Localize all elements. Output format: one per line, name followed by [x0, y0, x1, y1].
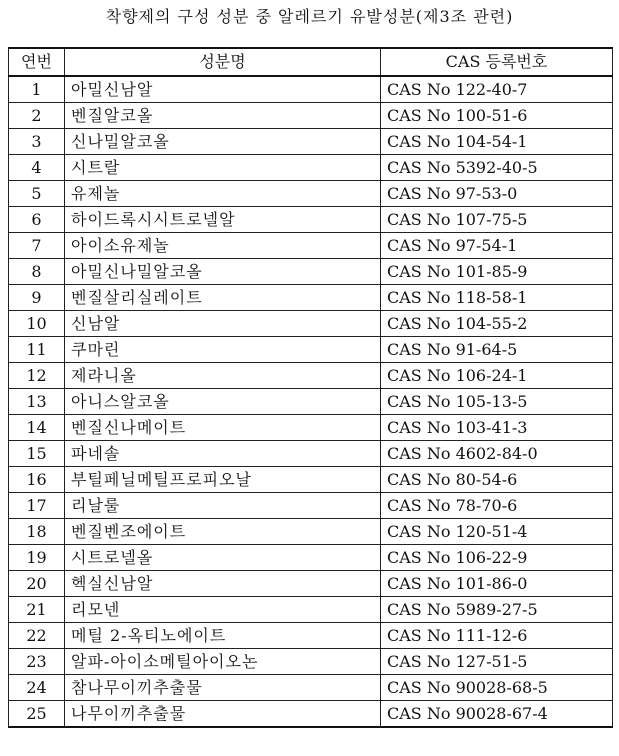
table-row	[9, 415, 613, 441]
table-row	[9, 259, 613, 285]
row-name: 시트로넬올	[65, 545, 381, 571]
row-no: 20	[9, 571, 65, 597]
row-no: 8	[9, 259, 65, 285]
row-name: 벤질벤조에이트	[65, 519, 381, 545]
table-row	[9, 129, 613, 155]
row-name: 부틸페닐메틸프로피오날	[65, 467, 381, 493]
table-row	[9, 389, 613, 415]
table-row	[9, 233, 613, 259]
row-no: 3	[9, 129, 65, 155]
table-row	[9, 623, 613, 649]
row-name: 참나무이끼추출물	[65, 675, 381, 701]
row-name: 신남알	[65, 311, 381, 337]
row-cas: CAS No 91-64-5	[381, 337, 613, 363]
table-row	[9, 337, 613, 363]
row-cas: CAS No 127-51-5	[381, 649, 613, 675]
row-cas: CAS No 100-51-6	[381, 103, 613, 129]
row-cas: CAS No 107-75-5	[381, 207, 613, 233]
row-name: 아밀신남알	[65, 76, 381, 103]
row-name: 시트랄	[65, 155, 381, 181]
table-row	[9, 649, 613, 675]
row-no: 9	[9, 285, 65, 311]
table-row	[9, 181, 613, 207]
table-row	[9, 103, 613, 129]
row-name: 아이소유제놀	[65, 233, 381, 259]
row-name: 신나밀알코올	[65, 129, 381, 155]
row-cas: CAS No 106-24-1	[381, 363, 613, 389]
row-name: 알파-아이소메틸아이오논	[65, 649, 381, 675]
row-no: 17	[9, 493, 65, 519]
row-cas: CAS No 5392-40-5	[381, 155, 613, 181]
row-name: 유제놀	[65, 181, 381, 207]
row-cas: CAS No 104-55-2	[381, 311, 613, 337]
row-name: 제라니올	[65, 363, 381, 389]
table-row	[9, 441, 613, 467]
row-no: 21	[9, 597, 65, 623]
row-name: 나무이끼추출물	[65, 701, 381, 728]
row-cas: CAS No 5989-27-5	[381, 597, 613, 623]
row-cas: CAS No 97-54-1	[381, 233, 613, 259]
row-name: 아니스알코올	[65, 389, 381, 415]
row-name: 리모넨	[65, 597, 381, 623]
header-cas: CAS 등록번호	[381, 48, 613, 76]
table-row	[9, 571, 613, 597]
table-row	[9, 363, 613, 389]
row-name: 벤질알코올	[65, 103, 381, 129]
row-no: 22	[9, 623, 65, 649]
header-row	[9, 48, 613, 76]
row-cas: CAS No 106-22-9	[381, 545, 613, 571]
table-row	[9, 285, 613, 311]
row-no: 1	[9, 76, 65, 103]
row-cas: CAS No 104-54-1	[381, 129, 613, 155]
header-no: 연번	[9, 48, 65, 76]
row-name: 리날룰	[65, 493, 381, 519]
row-no: 5	[9, 181, 65, 207]
row-cas: CAS No 90028-68-5	[381, 675, 613, 701]
row-no: 7	[9, 233, 65, 259]
table-row	[9, 207, 613, 233]
table-row	[9, 545, 613, 571]
table-row	[9, 467, 613, 493]
row-no: 14	[9, 415, 65, 441]
row-no: 11	[9, 337, 65, 363]
row-name: 헥실신남알	[65, 571, 381, 597]
row-no: 2	[9, 103, 65, 129]
row-cas: CAS No 101-85-9	[381, 259, 613, 285]
row-no: 6	[9, 207, 65, 233]
row-no: 15	[9, 441, 65, 467]
row-name: 파네솔	[65, 441, 381, 467]
table-row	[9, 701, 613, 728]
row-no: 4	[9, 155, 65, 181]
document-title: 착향제의 구성 성분 중 알레르기 유발성분(제3조 관련)	[105, 7, 514, 26]
row-name: 하이드록시시트로넬알	[65, 207, 381, 233]
row-no: 25	[9, 701, 65, 728]
table-row	[9, 519, 613, 545]
row-no: 19	[9, 545, 65, 571]
row-name: 벤질신나메이트	[65, 415, 381, 441]
row-cas: CAS No 80-54-6	[381, 467, 613, 493]
table-row	[9, 76, 613, 103]
row-cas: CAS No 4602-84-0	[381, 441, 613, 467]
row-cas: CAS No 118-58-1	[381, 285, 613, 311]
row-name: 아밀신나밀알코올	[65, 259, 381, 285]
row-no: 23	[9, 649, 65, 675]
row-cas: CAS No 101-86-0	[381, 571, 613, 597]
row-cas: CAS No 97-53-0	[381, 181, 613, 207]
table-row	[9, 597, 613, 623]
row-cas: CAS No 78-70-6	[381, 493, 613, 519]
row-cas: CAS No 103-41-3	[381, 415, 613, 441]
row-cas: CAS No 90028-67-4	[381, 701, 613, 728]
row-no: 16	[9, 467, 65, 493]
table-row	[9, 311, 613, 337]
table-row	[9, 675, 613, 701]
row-cas: CAS No 111-12-6	[381, 623, 613, 649]
row-no: 12	[9, 363, 65, 389]
row-name: 쿠마린	[65, 337, 381, 363]
row-name: 메틸 2-옥티노에이트	[65, 623, 381, 649]
row-no: 13	[9, 389, 65, 415]
table-row	[9, 155, 613, 181]
row-cas: CAS No 122-40-7	[381, 76, 613, 103]
row-no: 10	[9, 311, 65, 337]
header-name: 성분명	[65, 48, 381, 76]
row-no: 18	[9, 519, 65, 545]
row-no: 24	[9, 675, 65, 701]
table-body	[9, 76, 613, 727]
table-header	[9, 48, 613, 76]
row-cas: CAS No 120-51-4	[381, 519, 613, 545]
table-row	[9, 493, 613, 519]
allergen-table	[8, 47, 613, 728]
row-cas: CAS No 105-13-5	[381, 389, 613, 415]
row-name: 벤질살리실레이트	[65, 285, 381, 311]
